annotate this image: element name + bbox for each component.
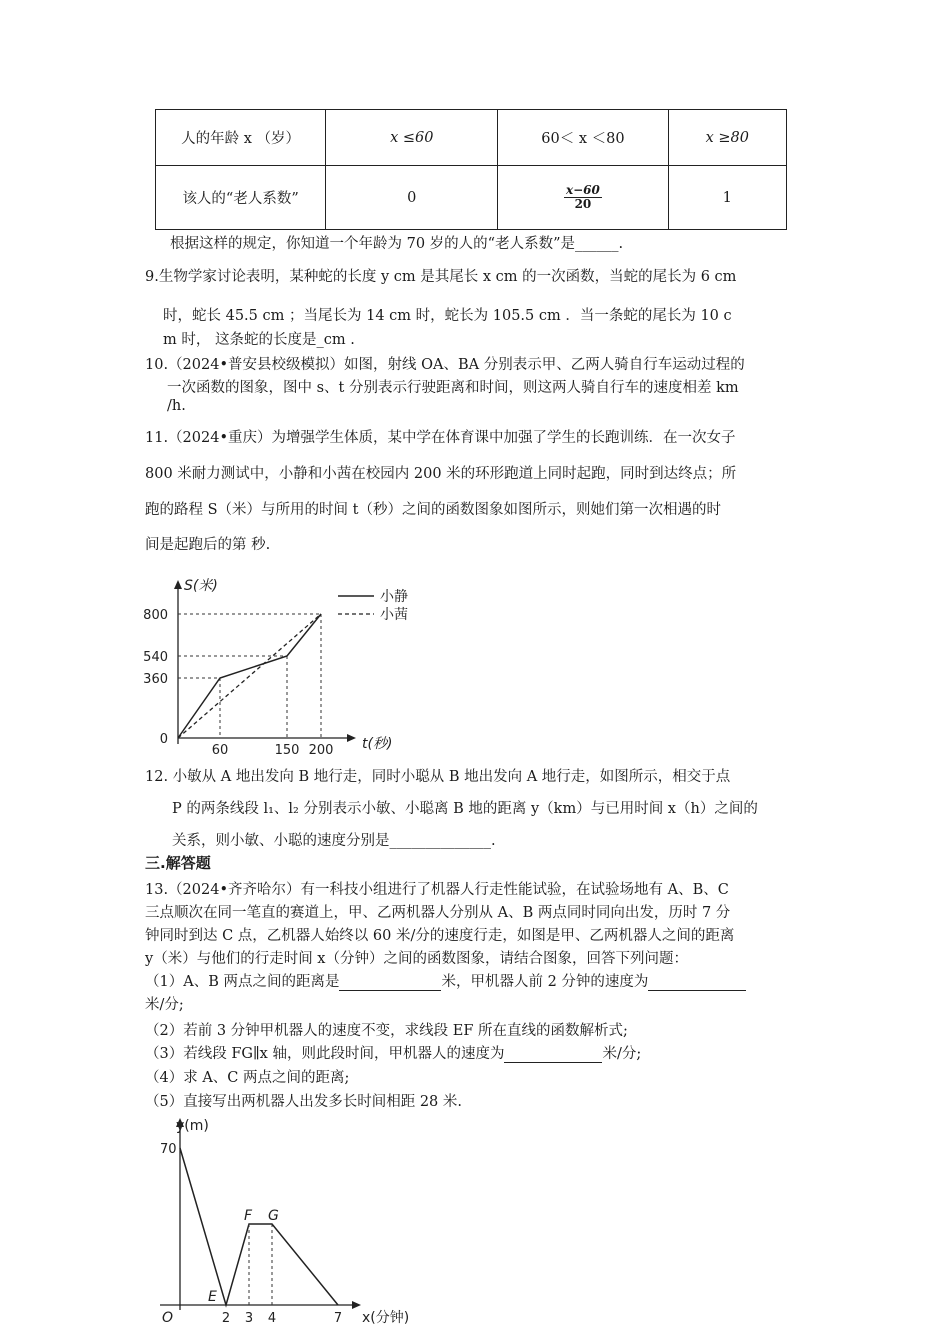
q13-line-1: 13.（2024•齐齐哈尔）有一科技小组进行了机器人行走性能试验，在试验场地有 A、B、C xyxy=(145,882,729,898)
fraction xyxy=(564,184,602,211)
y-tick-360: 360 xyxy=(143,672,168,687)
fraction-numerator: x−60 xyxy=(565,183,600,197)
table-cell: x ≤60 xyxy=(326,110,498,166)
distance-line xyxy=(180,1148,338,1305)
q12-line-1: 12. 小敏从 A 地出发向 B 地行走，同时小聪从 B 地出发向 A 地行走，如图所示，相交于点 xyxy=(145,769,731,785)
table-cell: 0 xyxy=(326,166,498,230)
q13-line-4: y（米）与他们的行走时间 x（分钟）之间的函数图象，请结合图象，回答下列问题： xyxy=(145,951,688,967)
q13-part-2: （2）若前 3 分钟甲机器人的速度不变，求线段 EF 所在直线的函数解析式; xyxy=(145,1023,628,1039)
q13-line-3: 钟同时到达 C 点，乙机器人始终以 60 米/分的速度行走，如图是甲、乙两机器人之间的距离 xyxy=(145,928,735,944)
point-e-label: E xyxy=(208,1289,217,1305)
y-axis-label: S(米) xyxy=(184,578,218,594)
q13-part-3-text-a: （3）若线段 FG∥x 轴，则此段时间，甲机器人的速度为 xyxy=(145,1046,505,1062)
y-axis-label: y(m) xyxy=(176,1118,209,1134)
y-tick-540: 540 xyxy=(143,650,168,665)
q9-line-1: 9.生物学家讨论表明，某种蛇的长度 y cm 是其尾长 x cm 的一次函数，当蛇的尾长为 6 cm xyxy=(145,269,737,285)
table-row xyxy=(156,166,787,230)
q13-part-1-text-a: （1）A、B 两点之间的距离是 xyxy=(145,974,340,990)
q9-line-3: m 时， 这条蛇的长度是_cm . xyxy=(163,332,355,348)
y-axis-arrow xyxy=(174,580,182,589)
table-cell: 该人的“老人系数” xyxy=(156,166,326,230)
x-tick-4: 4 xyxy=(267,1311,277,1326)
x-tick-7: 7 xyxy=(333,1311,343,1326)
answer-blank[interactable] xyxy=(504,1046,602,1063)
q11-line-1: 11.（2024•重庆）为增强学生体质，某中学在体育课中加强了学生的长跑训练．在一次女子 xyxy=(145,430,736,446)
q9-line-2: 时，蛇长 45.5 cm ；当尾长为 14 cm 时，蛇长为 105.5 cm ．当一条蛇的尾长为 10 c xyxy=(163,308,732,324)
section-heading: 三.解答题 xyxy=(145,854,211,872)
x-tick-150: 150 xyxy=(274,743,300,758)
origin-label: 0 xyxy=(159,732,168,747)
table-cell: 60＜ x ＜80 xyxy=(498,110,668,166)
table-cell: x ≥80 xyxy=(668,110,786,166)
q12-line-3: 关系，则小敏、小聪的速度分别是______________. xyxy=(172,833,496,849)
q11-line-4: 间是起跑后的第 秒. xyxy=(145,537,271,553)
x-tick-2: 2 xyxy=(221,1311,231,1326)
table-cell: 1 xyxy=(668,166,786,230)
robot-distance-chart xyxy=(140,1110,440,1342)
q13-part-4: （4）求 A、C 两点之间的距离; xyxy=(145,1070,350,1086)
q12-line-2: P 的两条线段 l₁、l₂ 分别表示小敏、小聪离 B 地的距离 y（km）与已用时间 x（h）之间的 xyxy=(172,801,758,817)
point-f-label: F xyxy=(244,1208,253,1224)
q13-line-2: 三点顺次在同一笔直的赛道上，甲、乙两机器人分别从 A、B 两点同时同向出发，历时 7 分 xyxy=(145,905,731,921)
q13-part-1 xyxy=(145,970,746,991)
table-row xyxy=(156,110,787,166)
fraction-denominator: 20 xyxy=(574,197,592,211)
x-tick-60: 60 xyxy=(211,743,229,758)
table-cell xyxy=(498,166,668,230)
q10-line-3: /h. xyxy=(167,398,186,414)
y-tick-800: 800 xyxy=(143,608,168,623)
q13-part-3 xyxy=(145,1042,641,1063)
q10-line-2: 一次函数的图象，图中 s、t 分别表示行驶距离和时间，则这两人骑自行车的速度相差 km xyxy=(167,380,739,396)
point-g-label: G xyxy=(268,1208,279,1224)
x-tick-200: 200 xyxy=(308,743,334,758)
q10-line-1: 10.（2024•普安县校级模拟）如图，射线 OA、BA 分别表示甲、乙两人骑自行车运动过程的 xyxy=(145,357,745,373)
xiaoqian-line xyxy=(178,614,321,738)
q13-part-1-text-b: 米，甲机器人前 2 分钟的速度为 xyxy=(441,974,649,990)
answer-blank[interactable] xyxy=(648,974,746,991)
x-axis-label: t(秒) xyxy=(362,736,393,752)
legend-solid-label: 小静 xyxy=(380,589,408,605)
q13-part-1-unit: 米/分; xyxy=(145,997,184,1013)
x-tick-3: 3 xyxy=(244,1311,254,1326)
table-cell: 人的年龄 x （岁） xyxy=(156,110,326,166)
running-distance-chart xyxy=(140,570,430,760)
q11-line-3: 跑的路程 S（米）与所用的时间 t（秒）之间的函数图象如图所示，则她们第一次相遇的时 xyxy=(145,502,721,518)
q13-part-5: （5）直接写出两机器人出发多长时间相距 28 米. xyxy=(145,1094,463,1110)
y-tick-70: 70 xyxy=(160,1142,177,1157)
q13-part-3-text-b: 米/分; xyxy=(602,1046,642,1062)
q8-tail-text: 根据这样的规定，你知道一个年龄为 70 岁的人的“老人系数”是______. xyxy=(170,236,624,252)
origin-label: O xyxy=(162,1310,174,1326)
answer-blank[interactable] xyxy=(339,974,441,991)
legend-dashed-label: 小茜 xyxy=(380,607,408,623)
old-age-coefficient-table xyxy=(155,109,787,230)
q11-line-2: 800 米耐力测试中，小静和小茜在校园内 200 米的环形跑道上同时起跑，同时到达终点；所 xyxy=(145,466,737,482)
x-axis-arrow xyxy=(352,1301,361,1309)
x-axis-arrow xyxy=(347,734,356,742)
x-axis-label: x(分钟) xyxy=(362,1310,410,1326)
